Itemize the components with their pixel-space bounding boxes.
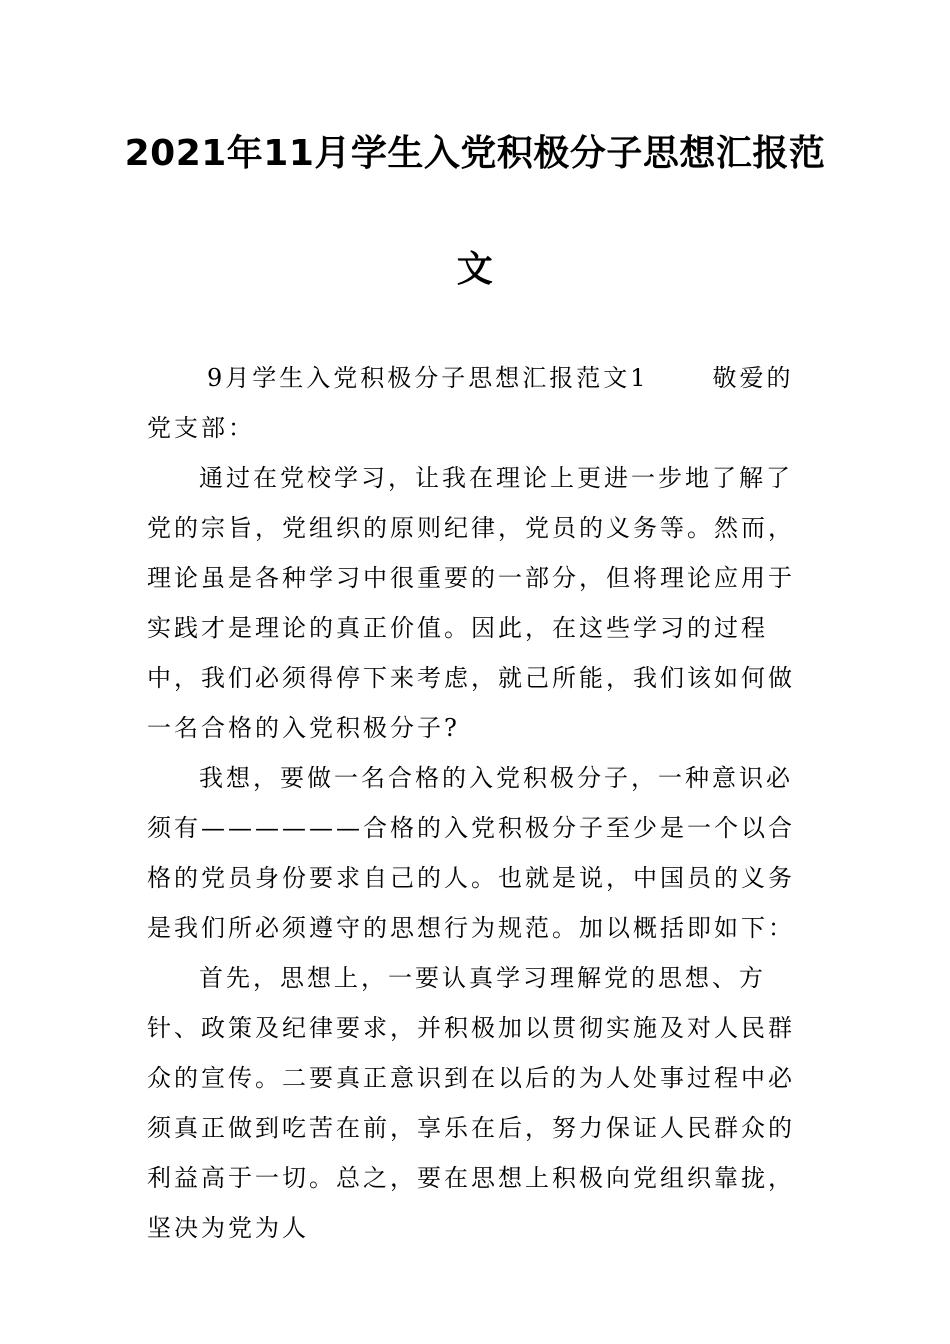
intro-paragraph [147,353,807,453]
document-title-line-2: 文 [456,249,494,290]
body-paragraph-1: 通过在党校学习，让我在理论上更进一步地了解了党的宗旨，党组织的原则纪律，党员的义务等。然而，理论虽是各种学习中很重要的一部分，但将理论应用于实践才是理论的真正价值。因此，在这些学习的过程中，我们必须得停下来考虑，就己所能，我们该如何做一名合格的入党积极分子? [147,464,795,742]
body-paragraph-3: 首先，思想上，一要认真学习理解党的思想、方针、政策及纪律要求，并积极加以贯彻实施及对人民群众的宣传。二要真正意识到在以后的为人处事过程中必须真正做到吃苦在前，享乐在后，努力保证人民群众的利益高于一切。总之，要在思想上积极向党组织靠拢，坚决为党为人 [147,964,795,1242]
salutation: 敬爱的党支部： [147,364,794,442]
document-title-line-1: 2021年11月学生入党积极分子思想汇报范 [124,133,826,174]
intro-heading: 9月学生入党积极分子思想汇报范文1 [207,364,649,392]
document-body [147,353,807,1253]
body-paragraph-2: 我想，要做一名合格的入党积极分子，一种意识必须有——————合格的入党积极分子至少是一个以合格的党员身份要求自己的人。也就是说，中国员的义务是我们所必须遵守的思想行为规范。加以概括即如下： [147,764,795,942]
